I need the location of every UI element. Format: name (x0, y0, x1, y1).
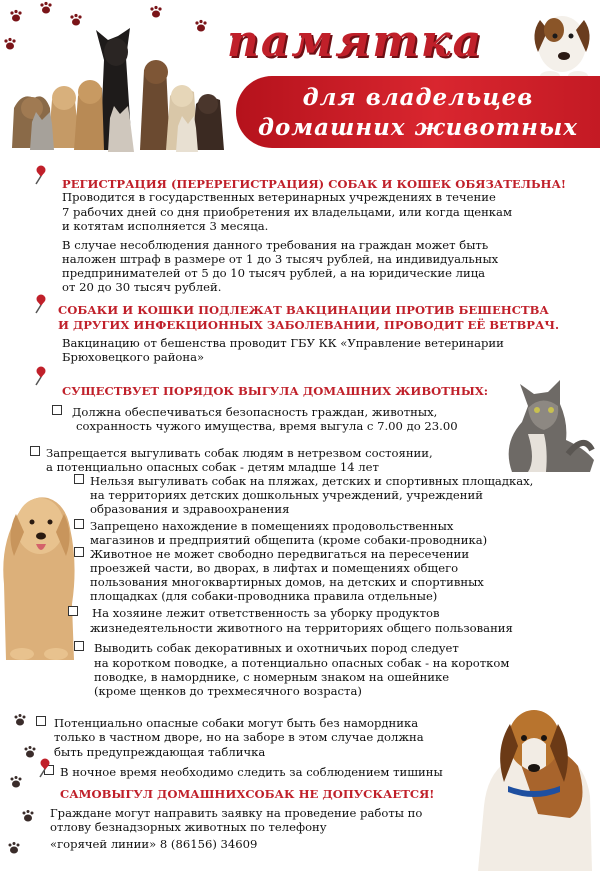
walk-rule-5-line2: проезжей части, во дворах, в лифтах и помещениях общего (90, 561, 459, 575)
section4-p1-line2: отлову безнадзорных животных по телефону (50, 820, 327, 834)
walk-rule-2-line2: а потенциально опасных собак - детям младше 14 лет (46, 460, 379, 474)
section2-heading-line1: СОБАКИ И КОШКИ ПОДЛЕЖАТ ВАКЦИНАЦИИ ПРОТИВ БЕШЕНСТВА (58, 303, 549, 317)
section2-p1-line2: Брюховецкого района» (62, 350, 205, 364)
page-title: памятка (226, 16, 484, 67)
subtitle-line-2: домашних животных (257, 114, 579, 141)
walk-rule-5-line3: пользования многоквартирных домов, на детских и спортивных (90, 575, 484, 589)
jack-russell-dog-illustration (520, 0, 600, 80)
grey-cat-illustration (498, 364, 600, 474)
section2-heading-line2: И ДРУГИХ ИНФЕКЦИОННЫХ ЗАБОЛЕВАНИИ, ПРОВОДИТ ЕЁ ВЕТВРАЧ. (58, 318, 560, 332)
section3-heading: СУЩЕСТВУЕТ ПОРЯДОК ВЫГУЛА ДОМАШНИХ ЖИВОТНЫХ: (62, 384, 489, 398)
walk-rule-4-line1: Запрещено нахождение в помещениях продовольственных (74, 519, 453, 534)
section1-p2-line4: от 20 до 30 тысяч рублей. (62, 280, 222, 294)
walk-rule-6-line2: жизнедеятельности животного на территориях общего пользования (90, 621, 513, 635)
walk-rule-8-line1: Потенциально опасные собаки могут быть без намордника (36, 716, 418, 731)
walk-rule-3-line1: Нельзя выгуливать собак на пляжах, детских и спортивных площадках, (74, 474, 533, 489)
walk-rule-7-line2: на коротком поводке, а потенциально опасных собак - на коротком (94, 656, 510, 670)
walk-rule-7-line3: поводке, в наморднике, с номерным знаком на ошейнике (94, 670, 450, 684)
section2-p1-line1: Вакцинацию от бешенства проводит ГБУ КК «Управление ветеринарии (62, 336, 504, 350)
walk-rule-7-line1: Выводить собак декоративных и охотничьих пород следует (74, 641, 459, 656)
pushpin-icon (32, 294, 48, 314)
section1-p2-line2: наложен штраф в размере от 1 до 3 тысяч рублей, на индивидуальных (62, 252, 499, 266)
walk-rule-8-line3: быть предупреждающая табличка (54, 745, 266, 759)
checkbox-icon (74, 641, 84, 651)
pushpin-icon (36, 758, 52, 778)
section4-p1-line3: «горячей линии» 8 (86156) 34609 (50, 837, 258, 851)
walk-rule-7-line4: (кроме щенков до трехмесячного возраста) (94, 684, 362, 698)
walk-rule-8-line2: только в частном дворе, но на заборе в этом случае должна (54, 730, 424, 744)
section4-p1-line1: Граждане могут направить заявку на проведение работы по (50, 806, 423, 820)
section1-p1-line2: 7 рабочих дней со дня приобретения их владельцами, или когда щенкам (62, 205, 512, 219)
walk-rule-4-line2: магазинов и предприятий общепита (кроме собаки-проводника) (90, 533, 488, 547)
section1-p2-line1: В случае несоблюдения данного требования на граждан может быть (62, 238, 489, 252)
section1-heading: РЕГИСТРАЦИЯ (ПЕРЕРЕГИСТРАЦИЯ) СОБАК И КОШЕК ОБЯЗАТЕЛЬНА! (62, 177, 567, 191)
walk-rule-5-line4: площадках (для собаки-проводника правила отдельные) (90, 589, 438, 603)
walk-rule-2-line1: Запрещается выгуливать собак людям в нетрезвом состоянии, (30, 446, 433, 461)
walk-rule-1-line2: сохранность чужого имущества, время выгула с 7.00 до 23.00 (76, 419, 458, 433)
paw-prints-decoration (6, 710, 46, 870)
section1-p1-line1: Проводится в государственных ветеринарных учреждениях в течение (62, 190, 496, 204)
section1-p1-line3: и котятам исполняется 3 месяца. (62, 219, 269, 233)
walk-rule-9: В ночное время необходимо следить за соблюдением тишины (44, 765, 443, 780)
subtitle-line-1: для владельцев (302, 84, 534, 111)
subtitle-banner (236, 76, 600, 148)
checkbox-icon (74, 519, 84, 529)
golden-retriever-illustration (0, 474, 80, 660)
checkbox-icon (68, 606, 78, 616)
section4-heading: САМОВЫГУЛ ДОМАШНИХСОБАК НЕ ДОПУСКАЕТСЯ! (60, 787, 435, 801)
pushpin-icon (32, 165, 48, 185)
checkbox-icon (74, 547, 84, 557)
checkbox-icon (74, 474, 84, 484)
walk-rule-1-line1: Должна обеспечиваться безопасность граждан, животных, (52, 405, 437, 420)
walk-rule-5-line1: Животное не может свободно передвигаться на пересечении (74, 547, 469, 562)
beagle-illustration (458, 696, 600, 871)
walk-rule-3-line3: образования и здравоохранения (90, 502, 290, 516)
checkbox-icon (52, 405, 62, 415)
pushpin-icon (32, 366, 48, 386)
walk-rule-3-line2: на территориях детских дошкольных учреждений, учреждений (90, 488, 483, 502)
walk-rule-6-line1: На хозяине лежит ответственность за уборку продуктов (68, 606, 440, 621)
section1-p2-line3: предпринимателей от 5 до 10 тысяч рублей, а на юридические лица (62, 266, 486, 280)
checkbox-icon (30, 446, 40, 456)
checkbox-icon (36, 716, 46, 726)
